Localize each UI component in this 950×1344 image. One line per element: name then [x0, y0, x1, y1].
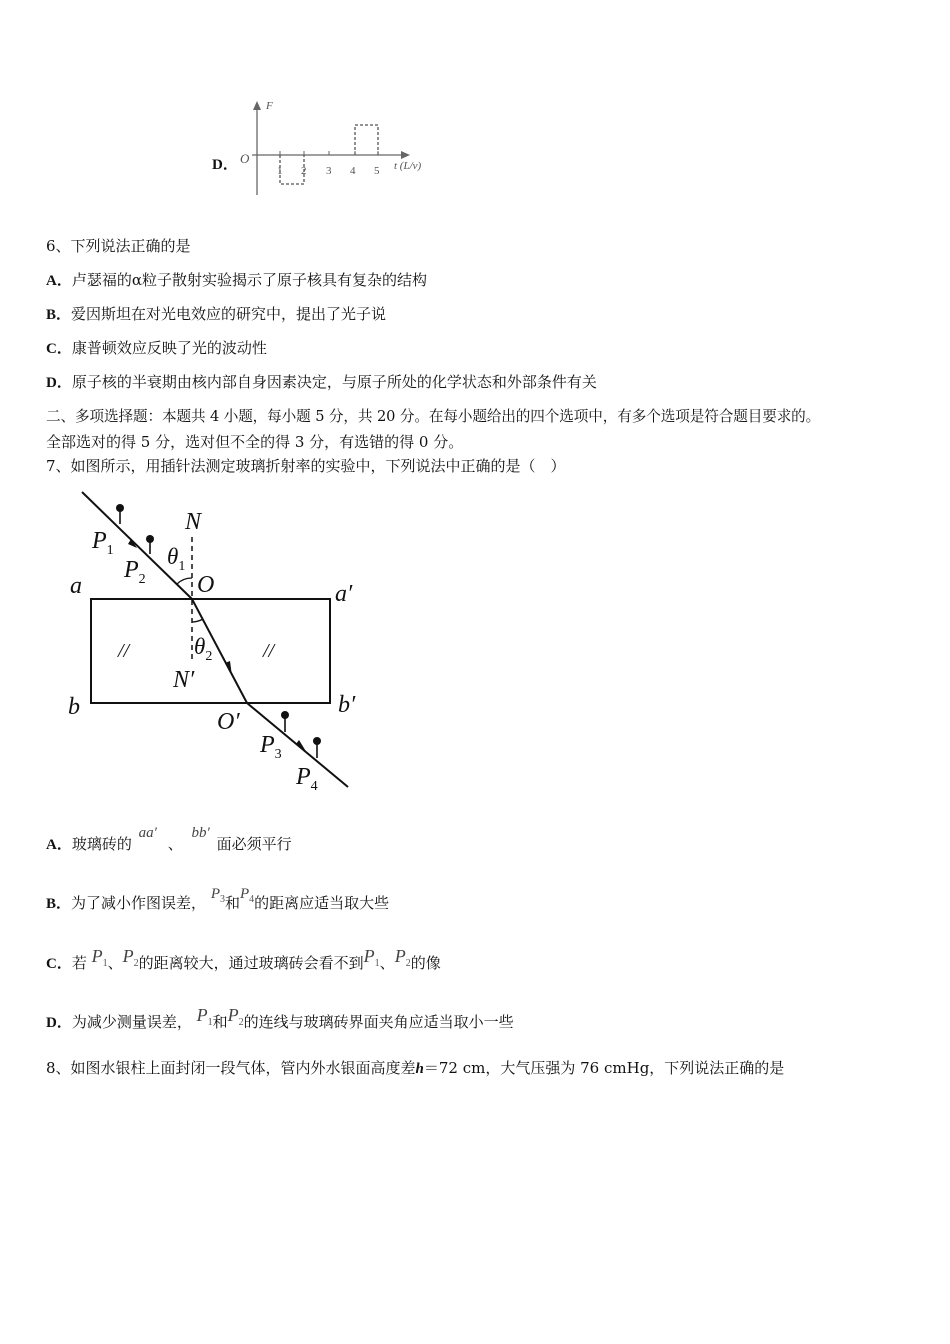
q6-option-a	[46, 270, 427, 291]
p1-sub: 1	[374, 958, 380, 969]
option-text: 的像	[410, 954, 441, 972]
separator: 、	[379, 954, 395, 972]
option-text: 原子核的半衰期由核内部自身因素决定，与原子所处的化学状态和外部条件有关	[71, 373, 597, 391]
option-text: 和	[224, 894, 240, 912]
q7-option-a	[46, 825, 292, 855]
q7-stem: 7、如图所示，用插针法测定玻璃折射率的实验中，下列说法中正确的是（ ）	[46, 457, 566, 475]
q6-stem: 6、下列说法正确的是	[46, 237, 191, 255]
option-text: 为减少测量误差，	[71, 1013, 192, 1031]
q8-stem	[46, 1058, 784, 1079]
option-text: 康普顿效应反映了光的波动性	[71, 339, 267, 357]
option-letter: D．	[46, 375, 72, 391]
graph-y-label: F	[266, 100, 273, 112]
force-time-graph	[200, 95, 460, 205]
label-o-prime: O′	[217, 709, 240, 735]
label-o: O	[197, 572, 215, 598]
theta2-symbol: θ	[194, 634, 206, 659]
label-b: b	[68, 694, 80, 720]
q7-option-d	[46, 1005, 514, 1039]
q6-option-d	[46, 372, 597, 393]
graph-origin: O	[240, 151, 250, 166]
p4-letter: P	[296, 764, 311, 790]
p2-sub: 2	[133, 958, 139, 969]
symbol-aa-prime: aa′	[138, 825, 157, 841]
p4-symbol: $P_4$	[240, 886, 255, 905]
separator: 、	[107, 954, 123, 972]
p2-sub: 2	[405, 958, 411, 969]
section-heading-line1: 二、多项选择题：本题共 4 小题，每小题 5 分，共 20 分。在每小题给出的四个选项中，有多个选项是符合题目要求的。	[46, 408, 821, 425]
p3-subscript: 3	[274, 747, 282, 762]
label-n: N	[185, 509, 202, 535]
q8-text: 8、如图水银柱上面封闭一段气体，管内外水银面高度差	[46, 1059, 416, 1077]
p3-letter: P	[260, 732, 275, 758]
svg-text:P3	[259, 732, 282, 762]
option-letter: A．	[46, 837, 72, 853]
p4-subscript: 4	[310, 779, 318, 794]
p4-sub: 4	[249, 894, 255, 905]
separator: 、	[167, 835, 183, 853]
q6-option-b	[46, 304, 386, 325]
p1-letter: P	[92, 528, 107, 554]
p1-symbol: $P_1$	[196, 1005, 213, 1028]
label-b-prime: b′	[338, 692, 356, 718]
q8-text: ＝72 cm，大气压强为 76 cmHg，下列说法正确的是	[423, 1059, 785, 1077]
theta1-symbol: θ	[167, 544, 179, 569]
graph-option-label: D．	[212, 157, 238, 173]
graph-tick: 5	[374, 165, 380, 177]
svg-text:θ2	[194, 634, 212, 664]
option-letter: A．	[46, 273, 72, 289]
option-text: 爱因斯坦在对光电效应的研究中，提出了光子说	[71, 305, 387, 323]
option-text: 为了减小作图误差，	[71, 894, 207, 912]
option-text: 卢瑟福的α粒子散射实验揭示了原子核具有复杂的结构	[71, 271, 427, 289]
p2-symbol: $P_2$	[122, 946, 139, 969]
refraction-figure	[60, 482, 380, 802]
option-text: 玻璃砖的	[71, 835, 132, 853]
q7-option-c	[46, 946, 441, 980]
p2-sub: 2	[238, 1017, 244, 1028]
p1-sub: 1	[102, 958, 108, 969]
option-text: 和	[212, 1013, 228, 1031]
glass-hatch: //	[118, 640, 130, 662]
option-text: 的距离较大，通过玻璃砖会看不到	[138, 954, 364, 972]
label-a: a	[70, 573, 82, 599]
option-letter: B．	[46, 307, 72, 323]
graph-tick: 3	[326, 165, 332, 177]
q6-option-c	[46, 338, 267, 359]
p1-sub: 1	[207, 1017, 213, 1028]
option-letter: B．	[46, 896, 72, 912]
p2-subscript: 2	[138, 572, 146, 587]
graph-tick: 1	[277, 165, 283, 177]
option-text: 的距离应适当取大些	[254, 894, 390, 912]
p3-sub: 3	[219, 894, 225, 905]
option-text: 若	[71, 954, 87, 972]
p1-symbol: $P_1$	[91, 946, 108, 969]
symbol-bb-prime: bb′	[191, 825, 210, 841]
svg-text:P2	[123, 557, 146, 587]
option-letter: C．	[46, 956, 72, 972]
option-d-graph	[200, 95, 460, 205]
theta2-subscript: 2	[205, 649, 213, 664]
p2-symbol: $P_2$	[394, 946, 411, 969]
svg-text:θ1	[167, 544, 185, 574]
p2-letter: P	[124, 557, 139, 583]
option-text: 面必须平行	[216, 835, 292, 853]
graph-tick: 4	[350, 165, 356, 177]
h-symbol: h	[415, 1061, 424, 1077]
option-text: 的连线与玻璃砖界面夹角应适当取小一些	[243, 1013, 514, 1031]
refraction-diagram	[60, 482, 380, 802]
theta1-subscript: 1	[178, 559, 186, 574]
graph-tick: 2	[301, 165, 307, 177]
label-a-prime: a′	[335, 581, 353, 607]
option-letter: D．	[46, 1015, 72, 1031]
option-letter: C．	[46, 341, 72, 357]
p3-symbol: $P_3$	[210, 886, 225, 905]
q7-option-b	[46, 886, 390, 920]
p2-symbol: $P_2$	[227, 1005, 244, 1028]
section-heading-line2: 全部选对的得 5 分，选对但不全的得 3 分，有选错的得 0 分。	[46, 433, 464, 451]
graph-x-label: t (L/v)	[394, 160, 422, 172]
glass-hatch: //	[263, 640, 275, 662]
svg-text:P1	[91, 528, 114, 558]
label-n-prime: N′	[173, 667, 195, 693]
svg-text:P4	[295, 764, 318, 794]
p1-symbol: $P_1$	[363, 946, 380, 969]
p1-subscript: 1	[106, 543, 114, 558]
